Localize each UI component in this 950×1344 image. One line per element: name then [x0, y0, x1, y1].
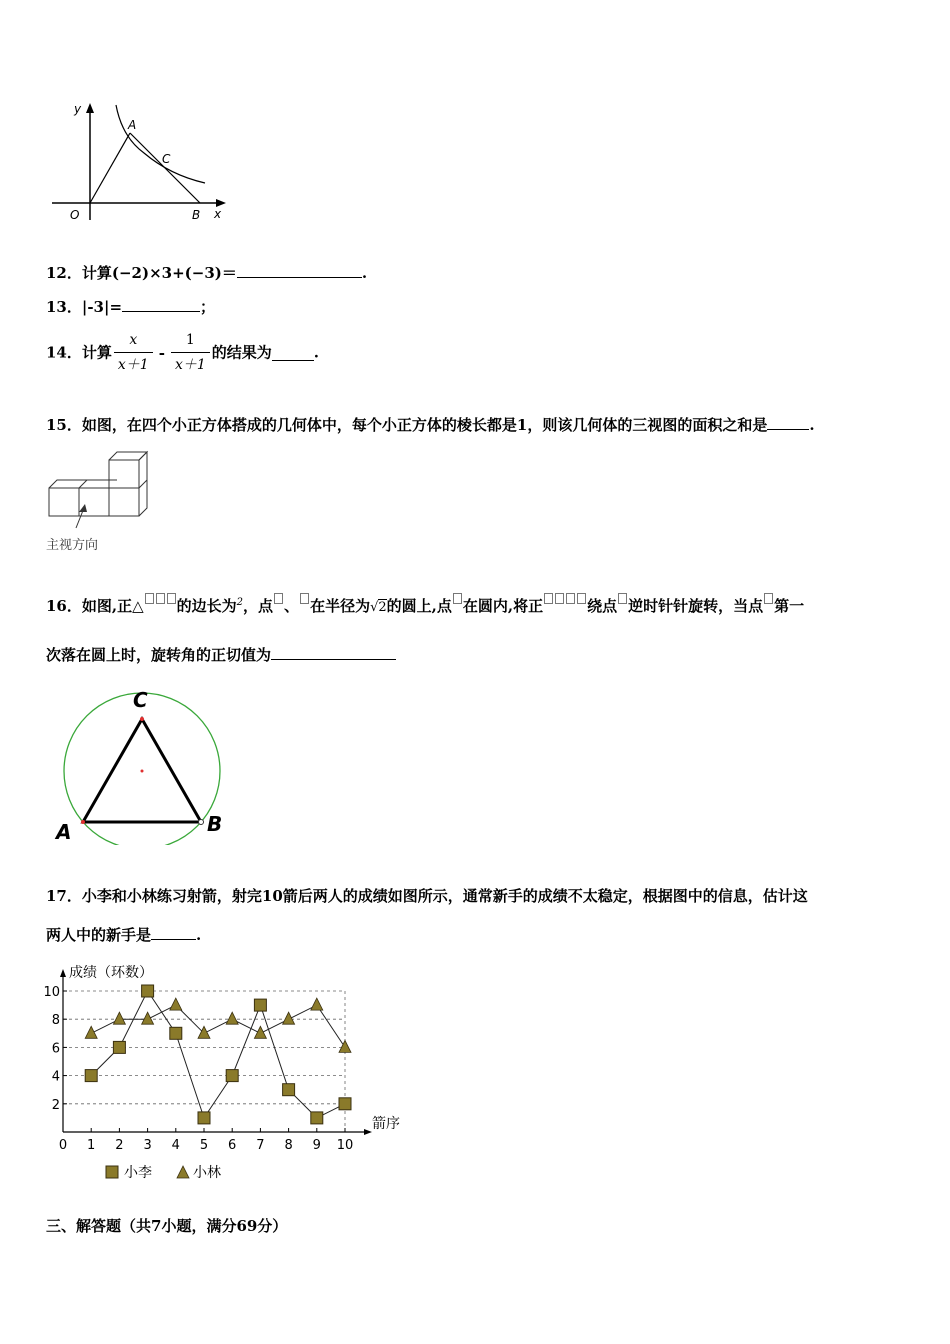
q16-sup-2: 2 [236, 597, 244, 608]
x-tick-label-10: 10 [336, 1138, 354, 1153]
x-tick-label-9: 9 [312, 1138, 321, 1153]
center-dot [141, 770, 144, 773]
label-o: O [70, 208, 80, 222]
placeholder-box [544, 593, 553, 604]
question-16-line-2 [46, 644, 396, 665]
placeholder-box [764, 593, 773, 604]
q16-t10: 第一 [774, 597, 805, 615]
series-line-xiaolin [91, 1005, 345, 1047]
placeholder-box [453, 593, 462, 604]
point-xiaoli-7 [254, 999, 266, 1011]
q17-line2: 两人中的新手是 [46, 926, 152, 944]
x-tick-label-0: 0 [58, 1138, 68, 1153]
point-xiaoli-5 [198, 1112, 210, 1124]
placeholder-box [555, 593, 564, 604]
x-tick-label-1: 1 [87, 1138, 96, 1153]
q17-line1: 小李和小林练习射箭，射完10箭后两人的成绩如图所示，通常新手的成绩不太稳定，根据图中的信息，估计这 [81, 887, 808, 905]
y-axis-label: 成绩（环数） [69, 965, 153, 981]
point-xiaoli-9 [311, 1112, 323, 1124]
x-tick-label-2: 2 [115, 1138, 124, 1153]
label-x: x [214, 207, 222, 221]
q14-answer-blank[interactable] [272, 345, 314, 361]
point-xiaolin-1 [85, 1026, 97, 1038]
point-xiaoli-4 [170, 1027, 182, 1039]
q16-line2: 次落在圆上时，旋转角的正切值为 [46, 646, 272, 664]
point-xiaoli-2 [113, 1041, 125, 1053]
view-arrow-icon [79, 504, 87, 512]
x-tick-label-8: 8 [284, 1138, 293, 1153]
placeholder-box [618, 593, 627, 604]
section-3-text: 三、解答题（共7小题，满分69分） [46, 1217, 288, 1235]
question-12 [46, 262, 367, 283]
x-axis-arrow-icon [216, 199, 226, 207]
q17-end: . [196, 926, 202, 944]
point-xiaoli-1 [85, 1070, 97, 1082]
circle-triangle-figure [50, 685, 240, 845]
coordinate-graph [40, 95, 240, 230]
q14-number: 14． [46, 343, 82, 362]
legend-label-xiaoli: 小李 [124, 1165, 152, 1181]
q15-text: 如图，在四个小正方体搭成的几何体中，每个小正方体的棱长都是1，则该几何体的三视图的面积之和是 [81, 416, 768, 434]
question-14 [46, 330, 319, 375]
label-a: A [56, 820, 72, 844]
q14-minus: - [158, 343, 165, 362]
point-xiaolin-6 [226, 1012, 238, 1024]
q14-post: 的结果为 [211, 343, 272, 362]
q12-text: 计算(−2)×3+(−3)＝ [81, 264, 237, 282]
point-xiaolin-2 [113, 1012, 125, 1024]
q14-fraction-2 [171, 330, 210, 375]
label-b: B [207, 812, 223, 836]
placeholder-box [577, 593, 586, 604]
q13-number: 13． [46, 298, 82, 316]
chart-axes [60, 969, 372, 1135]
question-15 [46, 414, 815, 435]
q13-end: ； [200, 298, 216, 316]
q15-number: 15． [46, 416, 82, 434]
vertex-dot-b [199, 820, 204, 825]
label-c: C [133, 688, 148, 712]
point-xiaolin-7 [254, 1026, 266, 1038]
q16-t2: 的边长为 [176, 597, 237, 615]
q16-t9: 逆时针针旋转，当点 [628, 597, 764, 615]
point-xiaolin-8 [283, 1012, 295, 1024]
question-16 [46, 593, 804, 618]
point-xiaolin-9 [311, 998, 323, 1010]
chart-series [85, 985, 351, 1124]
placeholder-box [167, 593, 176, 604]
vertex-dot-c [140, 717, 144, 721]
q13-answer-blank[interactable] [122, 296, 200, 312]
q12-end: . [361, 264, 368, 282]
placeholder-box [145, 593, 154, 604]
point-xiaoli-10 [339, 1098, 351, 1110]
section-3-heading [46, 1216, 287, 1236]
q12-number: 12． [46, 264, 82, 282]
legend-triangle-icon [177, 1166, 189, 1178]
q15-end: . [809, 416, 815, 434]
q14-f2-numerator: 1 [171, 330, 210, 353]
point-xiaoli-8 [283, 1084, 295, 1096]
vertex-dot-a [81, 820, 85, 824]
q15-answer-blank[interactable] [767, 414, 809, 430]
view-direction-label: 主视方向 [46, 538, 99, 553]
segment-oa [90, 133, 130, 203]
q14-f1-denominator: x＋1 [117, 357, 149, 373]
x-axis-arrow-icon [364, 1129, 372, 1135]
placeholder-box [300, 593, 309, 604]
label-c: C [162, 152, 171, 166]
legend-label-xiaolin: 小林 [193, 1165, 221, 1181]
y-tick-label-2: 2 [51, 1097, 60, 1113]
q16-t7: 在圆内,将正 [462, 597, 544, 615]
q14-f1-numerator: x [114, 330, 153, 353]
point-xiaolin-10 [339, 1040, 351, 1052]
score-line-chart [36, 948, 416, 1198]
x-tick-label-3: 3 [143, 1138, 152, 1153]
x-tick-label-7: 7 [256, 1138, 265, 1153]
q17-answer-blank[interactable] [151, 924, 196, 940]
y-tick-label-6: 6 [51, 1041, 60, 1057]
placeholder-box [156, 593, 165, 604]
q16-answer-blank[interactable] [271, 644, 396, 660]
legend-square-icon [106, 1166, 118, 1178]
x-tick-label-4: 4 [171, 1138, 180, 1153]
x-tick-label-6: 6 [228, 1138, 237, 1153]
q12-answer-blank[interactable] [237, 262, 362, 278]
label-b: B [192, 208, 201, 222]
placeholder-box [566, 593, 575, 604]
q13-text: |-3|= [81, 298, 123, 316]
y-axis-arrow-icon [86, 103, 94, 113]
y-tick-label-10: 10 [43, 985, 60, 1000]
q14-pre: 计算 [81, 343, 112, 362]
q16-t3: ，点 [243, 597, 274, 615]
point-xiaoli-6 [226, 1070, 238, 1082]
q14-fraction-1 [114, 330, 153, 375]
point-xiaolin-4 [170, 998, 182, 1010]
label-y: y [74, 102, 82, 116]
x-tick-label-5: 5 [199, 1138, 209, 1153]
placeholder-box [274, 593, 283, 604]
x-axis-label: 箭序 [372, 1116, 400, 1132]
point-xiaolin-5 [198, 1026, 210, 1038]
point-xiaolin-3 [142, 1012, 154, 1024]
segment-ab [130, 133, 200, 203]
q16-sqrt: √2 [370, 600, 387, 615]
y-axis-arrow-icon [60, 969, 66, 977]
q17-number: 17． [46, 887, 82, 905]
q16-t5: 在半径为 [310, 597, 371, 615]
q16-t6: 的圆上,点 [386, 597, 452, 615]
cubes-figure [44, 446, 154, 554]
y-tick-label-4: 4 [51, 1069, 60, 1085]
point-xiaoli-3 [142, 985, 154, 997]
question-17 [46, 886, 808, 906]
q16-t4: 、 [284, 597, 300, 615]
q16-number: 16． [46, 597, 82, 615]
q16-sqrt-value: 2 [378, 600, 387, 615]
hyperbola-curve [116, 105, 205, 183]
q14-end: . [313, 343, 319, 362]
y-tick-label-8: 8 [51, 1013, 60, 1029]
chart-labels [43, 964, 400, 1153]
label-a: A [128, 118, 137, 132]
q14-f2-denominator: x＋1 [174, 357, 206, 373]
chart-legend [106, 1164, 221, 1181]
q16-t8: 绕点 [587, 597, 618, 615]
q16-t1: 如图,正△ [81, 597, 144, 615]
question-13 [46, 296, 215, 317]
question-17-line-2 [46, 924, 201, 945]
